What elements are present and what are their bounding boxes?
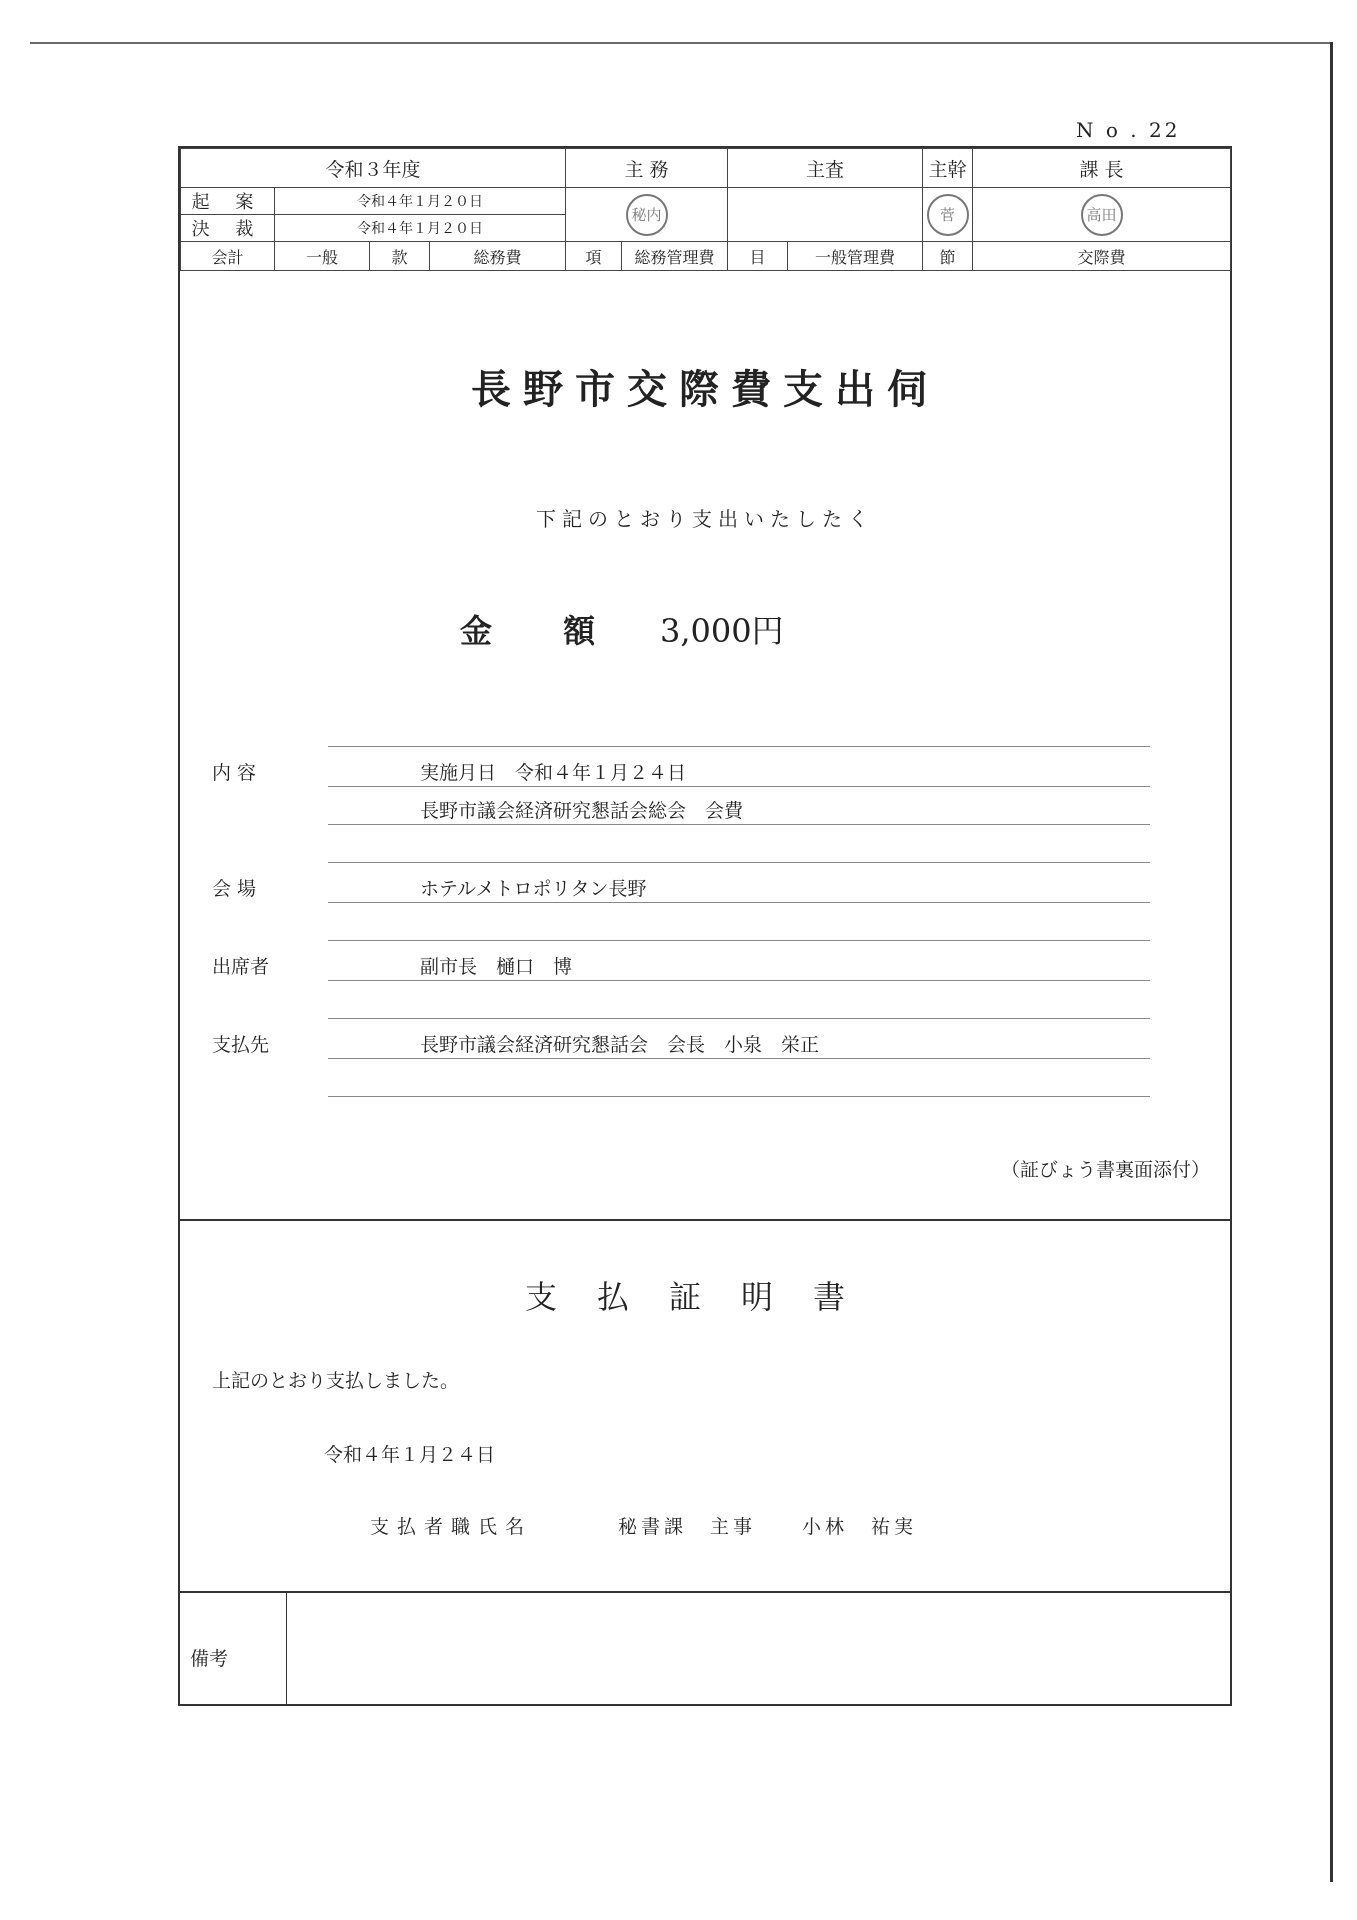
fiscal-year: 令和３年度 (181, 149, 566, 188)
setsu-label: 節 (923, 242, 973, 271)
stamp-cell-shusa (728, 188, 923, 242)
moku-value: 一般管理費 (788, 242, 923, 271)
rule-line (328, 1096, 1150, 1097)
kaikei-value: 一般 (275, 242, 370, 271)
intro-text: 下記のとおり支出いたしたく (536, 507, 874, 531)
stamp-cell-shumu (566, 188, 728, 242)
rule-line (328, 786, 1150, 787)
role-shukan: 主幹 (923, 149, 973, 188)
payment-statement: 上記のとおり支払しました。 (212, 1370, 460, 1392)
rule-line (328, 824, 1150, 825)
kaikei-label: 会計 (181, 242, 275, 271)
moku-label: 目 (728, 242, 788, 271)
rule-line (328, 1058, 1150, 1059)
kan-label: 款 (370, 242, 430, 271)
scan-right-edge (1330, 42, 1333, 1882)
document-number: N o . 22 (1076, 118, 1181, 142)
venue-value: ホテルメトロポリタン長野 (420, 878, 647, 900)
attendee-label: 出席者 (212, 956, 270, 978)
seal-stamp-icon: 菅 (927, 194, 969, 236)
seal-stamp-icon: 秘内 (626, 194, 668, 236)
content-line1: 実施月日 令和４年１月２４日 (420, 762, 687, 784)
expense-form (178, 146, 1232, 1706)
decision-date: 令和４年１月２０日 (275, 215, 566, 242)
rule-line (328, 940, 1150, 941)
venue-label: 会 場 (212, 878, 257, 900)
seal-stamp-icon: 高田 (1081, 194, 1123, 236)
payment-date: 令和４年１月２４日 (324, 1444, 496, 1466)
role-kacho: 課 長 (973, 149, 1231, 188)
rule-line (328, 902, 1150, 903)
kou-value: 総務管理費 (622, 242, 728, 271)
remarks-separator (286, 1591, 287, 1704)
section-divider (180, 1591, 1230, 1593)
role-shusa: 主査 (728, 149, 923, 188)
payment-certificate-title: 支払証明書 (524, 1278, 885, 1316)
scan-top-edge (30, 42, 1330, 44)
draft-label: 起 案 (181, 188, 275, 215)
document-title: 長野市交際費支出伺 (471, 366, 939, 413)
remarks-label: 備考 (190, 1648, 229, 1670)
content-label: 内 容 (212, 762, 257, 784)
section-divider (180, 1219, 1230, 1221)
rule-line (328, 746, 1150, 747)
draft-date: 令和４年１月２０日 (275, 188, 566, 215)
rule-line (328, 862, 1150, 863)
payee-label: 支払先 (212, 1034, 270, 1056)
rule-line (328, 980, 1150, 981)
stamp-cell-kacho (973, 188, 1231, 242)
payee-value: 長野市議会経済研究懇話会 会長 小泉 栄正 (420, 1034, 820, 1056)
content-line2: 長野市議会経済研究懇話会総会 会費 (420, 800, 744, 822)
decision-label: 決 裁 (181, 215, 275, 242)
setsu-value: 交際費 (973, 242, 1231, 271)
kan-value: 総務費 (430, 242, 566, 271)
attendee-value: 副市長 樋口 博 (420, 956, 573, 978)
payer-label: 支払者職氏名 (370, 1516, 533, 1538)
kou-label: 項 (566, 242, 622, 271)
amount-label: 金 額 (460, 612, 626, 650)
stamp-cell-shukan (923, 188, 973, 242)
attachment-note: （証びょう書裏面添付） (1000, 1159, 1210, 1181)
rule-line (328, 1018, 1150, 1019)
approval-header-table (180, 148, 1231, 271)
amount-value: 3,000円 (660, 612, 784, 650)
payer-name: 秘書課 主事 小林 祐実 (618, 1516, 918, 1538)
role-shumu: 主 務 (566, 149, 728, 188)
